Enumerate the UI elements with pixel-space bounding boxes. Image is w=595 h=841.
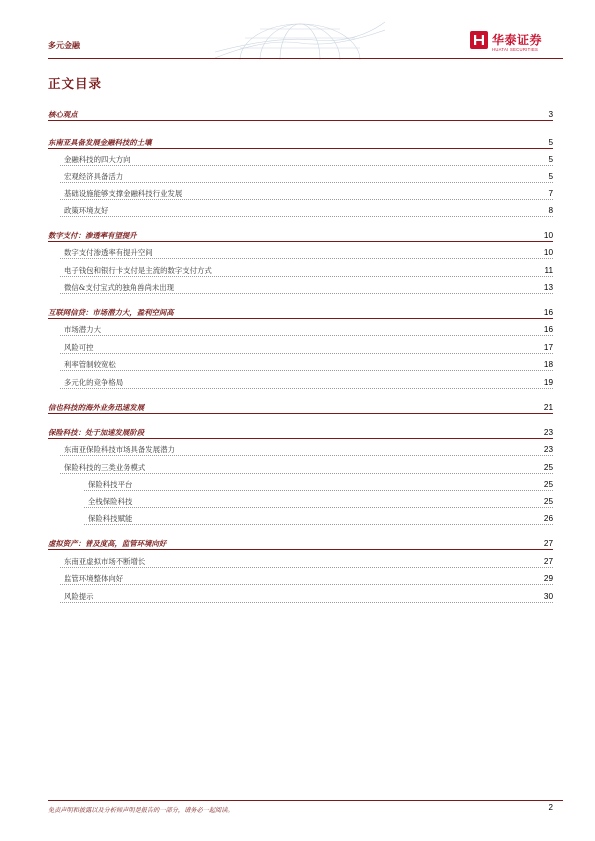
toc-entry-title: 金融科技的四大方向 — [64, 155, 131, 164]
toc-entry-page: 19 — [543, 378, 553, 387]
toc-entry[interactable] — [48, 323, 553, 337]
toc-entry-title: 微信&支付宝式的独角兽尚未出现 — [64, 283, 175, 292]
toc-leader-line — [84, 507, 553, 508]
toc-entry-title: 电子钱包和银行卡支付是主流的数字支付方式 — [64, 266, 212, 275]
toc-entry-title: 全栈保险科技 — [88, 497, 133, 506]
toc-entry[interactable] — [48, 204, 553, 218]
toc-leader-line — [60, 216, 553, 217]
toc-entry-page: 10 — [543, 248, 553, 257]
toc-leader-line — [60, 602, 553, 603]
huatai-logo — [470, 31, 560, 57]
toc-leader-line — [60, 165, 553, 166]
toc-entry-title: 互联网信贷：市场潜力大，盈利空间高 — [48, 308, 174, 317]
toc-entry[interactable] — [48, 401, 553, 415]
toc-entry-page: 25 — [543, 480, 553, 489]
toc-entry[interactable] — [48, 108, 553, 122]
toc-entry-page: 5 — [548, 172, 553, 181]
toc-entry[interactable] — [48, 478, 553, 492]
toc-entry-page: 18 — [543, 360, 553, 369]
toc-entry[interactable] — [48, 341, 553, 355]
toc-leader-line — [60, 353, 553, 354]
toc-entry[interactable] — [48, 306, 553, 320]
toc-entry-title: 风险可控 — [64, 343, 94, 352]
toc-leader-line — [60, 584, 553, 585]
toc-entry-page: 23 — [543, 445, 553, 454]
toc-entry[interactable] — [48, 246, 553, 260]
toc-entry-title: 东南亚保险科技市场具备发展潜力 — [64, 445, 175, 454]
toc-entry[interactable] — [48, 358, 553, 372]
toc-entry-page: 25 — [543, 463, 553, 472]
toc-entry[interactable] — [48, 537, 553, 551]
toc-entry[interactable] — [48, 153, 553, 167]
toc-leader-line — [60, 370, 553, 371]
toc-entry[interactable] — [48, 229, 553, 243]
toc-entry-title: 数字支付渗透率有提升空间 — [64, 248, 153, 257]
toc-entry-title: 保险科技赋能 — [88, 514, 133, 523]
globe-decoration-icon — [215, 18, 385, 60]
toc-entry-page: 21 — [543, 403, 553, 412]
toc-entry-title: 保险科技平台 — [88, 480, 133, 489]
header-section-label: 多元金融 — [48, 40, 80, 50]
toc-entry-title: 数字支付：渗透率有望提升 — [48, 231, 137, 240]
toc-entry[interactable] — [48, 170, 553, 184]
toc-entry[interactable] — [48, 426, 553, 440]
toc-entry[interactable] — [48, 461, 553, 475]
toc-entry-title: 宏观经济具备活力 — [64, 172, 124, 181]
toc-entry-title: 东南亚具备发展金融科技的土壤 — [48, 138, 152, 147]
toc-entry[interactable] — [48, 264, 553, 278]
toc-entry-page: 7 — [548, 189, 553, 198]
toc-entry-page: 8 — [548, 206, 553, 215]
toc-leader-line — [48, 120, 553, 121]
toc-leader-line — [84, 490, 553, 491]
footer-disclaimer: 免责声明和披露以及分析师声明是报告的一部分，请务必一起阅读。 — [48, 807, 234, 814]
toc-entry[interactable] — [48, 281, 553, 295]
toc-entry-page: 5 — [548, 138, 553, 147]
toc-entry-page: 27 — [543, 539, 553, 548]
toc-entry-page: 3 — [548, 110, 553, 119]
toc-entry-title: 风险提示 — [64, 592, 94, 601]
toc-entry-title: 政策环境友好 — [64, 206, 109, 215]
page-number: 2 — [548, 803, 553, 812]
header-divider — [48, 58, 563, 59]
toc-entry[interactable] — [48, 495, 553, 509]
toc-entry-page: 29 — [543, 574, 553, 583]
toc-entry[interactable] — [48, 555, 553, 569]
huatai-logo-icon — [470, 31, 488, 49]
toc-entry-title: 虚拟资产：普及度高，监管环境向好 — [48, 539, 167, 548]
logo-chinese-name: 华泰证券 — [492, 33, 543, 47]
toc-entry-title: 保险科技：处于加速发展阶段 — [48, 428, 145, 437]
toc-entry-page: 17 — [543, 343, 553, 352]
toc-entry[interactable] — [48, 572, 553, 586]
toc-leader-line — [84, 524, 553, 525]
toc-entry-page: 11 — [544, 266, 553, 275]
toc-leader-line — [60, 335, 553, 336]
toc-entry-title: 多元化的竞争格局 — [64, 378, 124, 387]
toc-entry-page: 30 — [543, 592, 553, 601]
toc-entry[interactable] — [48, 187, 553, 201]
toc-entry-page: 27 — [543, 557, 553, 566]
toc-entry[interactable] — [48, 443, 553, 457]
toc-entry-title: 信也科技的海外业务迅速发展 — [48, 403, 145, 412]
toc-entry[interactable] — [48, 512, 553, 526]
page-title: 正文目录 — [48, 76, 103, 91]
toc-entry[interactable] — [48, 376, 553, 390]
toc-entry-title: 核心观点 — [48, 110, 78, 119]
toc-entry-page: 10 — [543, 231, 553, 240]
page-header — [0, 0, 595, 60]
toc-entry-title: 市场潜力大 — [64, 325, 101, 334]
toc-entry-title: 利率管制较宽松 — [64, 360, 116, 369]
toc-entry-title: 监管环境整体向好 — [64, 574, 124, 583]
footer-divider — [48, 800, 563, 801]
toc-entry-page: 16 — [543, 325, 553, 334]
toc-leader-line — [60, 388, 553, 389]
toc-entry-page: 5 — [548, 155, 553, 164]
toc-entry-page: 23 — [543, 428, 553, 437]
toc-entry[interactable] — [48, 590, 553, 604]
logo-english-name: HUATAI SECURITIES — [492, 47, 539, 52]
toc-entry[interactable] — [48, 136, 553, 150]
toc-entry-title: 保险科技的三类业务模式 — [64, 463, 146, 472]
toc-entry-page: 26 — [543, 514, 553, 523]
toc-leader-line — [60, 182, 553, 183]
toc-entry-title: 东南亚虚拟市场不断增长 — [64, 557, 146, 566]
toc-entry-page: 16 — [543, 308, 553, 317]
toc-entry-page: 13 — [543, 283, 553, 292]
toc-entry-title: 基础设施能够支撑金融科技行业发展 — [64, 189, 183, 198]
toc-entry-page: 25 — [543, 497, 553, 506]
